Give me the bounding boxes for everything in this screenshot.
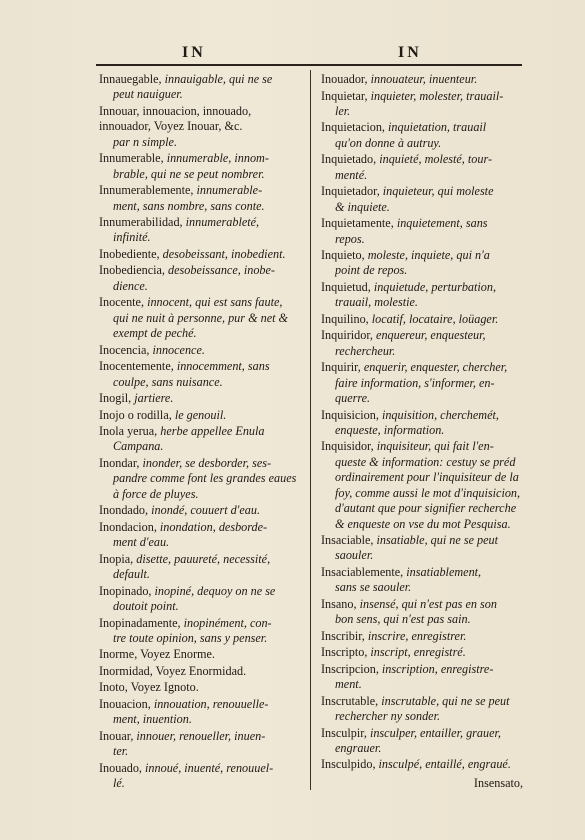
- entry-gloss: disette, pauureté, necessité,: [133, 551, 271, 566]
- dictionary-entry: [99, 104, 303, 150]
- entry-headword: Inquisicion,: [321, 407, 379, 422]
- entry-headword: Inobediencia,: [99, 263, 165, 278]
- dictionary-entry: [99, 183, 303, 214]
- entry-continuation: qu'on donne à autruy.: [335, 135, 442, 150]
- entry-headword: Inondar,: [99, 455, 140, 470]
- dictionary-entry: [321, 328, 527, 359]
- entry-headword: Inquietamente,: [321, 216, 394, 231]
- dictionary-entry: [99, 520, 303, 551]
- entry-gloss: insculpé, entaillé, engraué.: [375, 757, 511, 772]
- dictionary-entry: [99, 151, 303, 182]
- entry-gloss: innouer, renoueller, inuen-: [133, 728, 266, 743]
- entry-continuation: par n simple.: [113, 134, 177, 149]
- dictionary-entry: [99, 359, 303, 390]
- entry-headword: Innouar, innouacion, innouado, innouador, Voyez Inouar, &c.: [99, 103, 252, 134]
- entry-headword: Inouador,: [321, 72, 368, 86]
- entry-gloss: moleste, inquiete, qui n'a: [364, 248, 490, 263]
- entry-continuation: trauail, molestie.: [335, 295, 418, 310]
- entry-continuation: ment, sans nombre, sans conte.: [113, 198, 265, 213]
- entry-headword: Insculpir,: [321, 725, 367, 740]
- entry-gloss: inquisiteur, qui fait l'en-: [373, 439, 494, 454]
- entry-headword: Inquietar,: [321, 88, 368, 103]
- entry-headword: Inorme, Voyez Enorme.: [99, 647, 215, 662]
- column-divider: [310, 70, 311, 790]
- dictionary-entry: [99, 424, 303, 455]
- header-left: IN: [182, 44, 206, 61]
- entry-headword: Inocentemente,: [99, 359, 174, 374]
- entry-gloss: desobeissance, inobe-: [164, 263, 275, 278]
- entry-headword: Inouacion,: [99, 696, 151, 711]
- entry-gloss: enquereur, enquesteur,: [372, 328, 486, 343]
- dictionary-entry: [99, 247, 303, 262]
- dictionary-entry: [321, 280, 527, 311]
- dictionary-entry: [321, 629, 527, 644]
- entry-continuation: coulpe, sans nuisance.: [113, 374, 223, 389]
- entry-continuation: repos.: [335, 231, 365, 246]
- dictionary-entry: [321, 694, 527, 725]
- entry-headword: Inquietador,: [321, 184, 380, 199]
- dictionary-entry: [99, 761, 303, 792]
- entry-headword: Inondado,: [99, 503, 149, 518]
- entry-headword: Inscripcion,: [321, 661, 379, 676]
- entry-headword: Insaciable,: [321, 533, 374, 547]
- dictionary-entry: [99, 584, 303, 615]
- dictionary-entry: [99, 72, 303, 103]
- dictionary-entry: [321, 120, 527, 151]
- entry-gloss: insatiablement,: [403, 564, 482, 579]
- dictionary-entry: [99, 215, 303, 246]
- header-rule: [96, 64, 522, 66]
- dictionary-entry: [99, 729, 303, 760]
- entry-continuation: enqueste, information.: [335, 422, 445, 437]
- entry-continuation: menté.: [335, 167, 368, 182]
- entry-gloss: inopinément, con-: [180, 615, 272, 630]
- entry-continuation: bon sens, qui n'est pas sain.: [335, 612, 471, 627]
- dictionary-entry: [321, 72, 527, 87]
- entry-gloss: herbe appellee Enula: [157, 424, 265, 439]
- entry-headword: Inocente,: [99, 295, 145, 310]
- entry-gloss: innauigable, qui ne se: [161, 72, 273, 86]
- dictionary-entry: [99, 391, 303, 406]
- dictionary-entry: [99, 343, 303, 358]
- entry-gloss: inquisition, cherchemét,: [378, 407, 499, 422]
- entry-headword: Inquisidor,: [321, 439, 374, 454]
- entry-gloss: inopiné, dequoy on ne se: [151, 583, 276, 598]
- entry-gloss: enquerir, enquester, chercher,: [360, 360, 508, 375]
- entry-continuation: brable, qui ne se peut nombrer.: [113, 166, 265, 181]
- entry-gloss: inscript, enregistré.: [367, 645, 466, 660]
- entry-headword: Inopinadamente,: [99, 615, 181, 630]
- dictionary-entry: [321, 360, 527, 406]
- entry-continuation: Campana.: [113, 439, 164, 454]
- dictionary-entry: [321, 248, 527, 279]
- entry-gloss: inondé, couuert d'eau.: [148, 503, 261, 518]
- entry-headword: Insaciablemente,: [321, 564, 404, 579]
- entry-continuation: queste & information: cestuy se préd ordinairement pour l'inquisiteur de la foy, comme aussi le mot d'inquisicion, d'autant que pour signifier recherche & enqueste on vse du mot Pesquisa.: [335, 454, 521, 531]
- catchword: Insensato,: [473, 776, 523, 790]
- entry-gloss: desobeissant, inobedient.: [159, 246, 286, 261]
- entry-gloss: innumerable, innom-: [163, 151, 269, 166]
- entry-continuation: peut nauiguer.: [113, 87, 183, 102]
- header-right: IN: [398, 44, 422, 61]
- entry-continuation: rechercher ny sonder.: [335, 709, 441, 724]
- entry-headword: Inscribir,: [321, 628, 365, 643]
- entry-continuation: lé.: [113, 776, 125, 791]
- dictionary-entry: [99, 647, 303, 662]
- entry-headword: Insano,: [321, 596, 357, 611]
- entry-gloss: insatiable, qui ne se peut: [373, 533, 499, 547]
- dictionary-entry: [321, 726, 527, 757]
- dictionary-entry: [99, 295, 303, 341]
- entry-headword: Inquilino,: [321, 311, 369, 326]
- dictionary-entry: [321, 645, 527, 660]
- entry-continuation: dience.: [113, 278, 148, 293]
- entry-headword: Innumerable,: [99, 151, 164, 166]
- entry-headword: Inojo o rodilla,: [99, 407, 172, 422]
- running-header: [96, 44, 522, 64]
- dictionary-entry: [321, 312, 527, 327]
- entry-continuation: saouler.: [335, 548, 374, 563]
- entry-gloss: innoué, inuenté, renouuel-: [141, 760, 274, 775]
- entry-continuation: & inquiete.: [335, 199, 390, 214]
- entry-headword: Inopinado,: [99, 583, 152, 598]
- entry-gloss: inonder, se desborder, ses-: [139, 455, 272, 470]
- dictionary-entry: [321, 439, 527, 531]
- entry-headword: Inobediente,: [99, 246, 160, 261]
- entry-gloss: inscription, enregistre-: [378, 661, 494, 676]
- entry-headword: Inondacion,: [99, 519, 157, 534]
- entry-headword: Inquieto,: [321, 248, 365, 263]
- dictionary-entry: [99, 552, 303, 583]
- entry-continuation: rechercheur.: [335, 343, 396, 358]
- entry-continuation: sans se saouler.: [335, 580, 412, 595]
- entry-gloss: innocemment, sans: [173, 359, 270, 374]
- entry-continuation: ler.: [335, 103, 351, 118]
- entry-headword: Inquietud,: [321, 279, 371, 294]
- entry-headword: Inoto, Voyez Ignoto.: [99, 680, 199, 695]
- entry-gloss: insensé, qui n'est pas en son: [356, 596, 497, 611]
- dictionary-entry: [321, 597, 527, 628]
- dictionary-entry: [99, 664, 303, 679]
- entry-gloss: innocent, qui est sans faute,: [144, 295, 283, 310]
- dictionary-entry: [321, 662, 527, 693]
- entry-headword: Inopia,: [99, 551, 134, 566]
- entry-headword: Insculpido,: [321, 757, 376, 772]
- entry-gloss: inquieteur, qui moleste: [379, 184, 494, 199]
- dictionary-entry: [321, 408, 527, 439]
- dictionary-entry: [321, 184, 527, 215]
- entry-headword: Inouado,: [99, 760, 142, 775]
- right-column: [321, 72, 527, 774]
- entry-continuation: qui ne nuit à personne, pur & net & exempt de peché.: [113, 310, 289, 341]
- entry-gloss: inquietude, perturbation,: [370, 279, 497, 294]
- entry-gloss: inquietement, sans: [393, 216, 488, 231]
- entry-headword: Inormidad, Voyez Enormidad.: [99, 663, 247, 678]
- entry-gloss: innocence.: [149, 342, 205, 357]
- dictionary-entry: [99, 408, 303, 423]
- entry-continuation: point de repos.: [335, 263, 408, 278]
- entry-gloss: inondation, desborde-: [156, 519, 268, 534]
- entry-headword: Inscrutable,: [321, 693, 379, 708]
- entry-gloss: jartiere.: [131, 391, 174, 406]
- dictionary-entry: [321, 757, 527, 772]
- entry-continuation: faire information, s'informer, en-querre.: [335, 375, 495, 406]
- entry-headword: Inquiridor,: [321, 328, 373, 343]
- entry-headword: Inquietacion,: [321, 120, 385, 135]
- entry-continuation: infinité.: [113, 230, 151, 245]
- entry-continuation: ter.: [113, 744, 129, 759]
- entry-continuation: tre toute opinion, sans y penser.: [113, 630, 268, 645]
- entry-headword: Inscripto,: [321, 645, 368, 660]
- entry-gloss: inscrutable, qui ne se peut: [378, 693, 510, 708]
- entry-continuation: ment, inuention.: [113, 712, 192, 727]
- entry-headword: Innumerabilidad,: [99, 215, 183, 230]
- entry-gloss: inquietation, trauail: [384, 120, 487, 135]
- entry-headword: Inocencia,: [99, 342, 150, 357]
- entry-continuation: ment.: [335, 677, 362, 692]
- dictionary-entry: [321, 152, 527, 183]
- entry-continuation: ment d'eau.: [113, 535, 170, 550]
- left-column: [99, 72, 303, 793]
- entry-continuation: pandre comme font les grandes eaues à force de pluyes.: [113, 471, 297, 501]
- entry-gloss: innouation, renouuelle-: [150, 696, 269, 711]
- entry-headword: Inquietado,: [321, 152, 377, 167]
- entry-headword: Inquirir,: [321, 360, 361, 375]
- dictionary-entry: [99, 616, 303, 647]
- entry-gloss: innouateur, inuenteur.: [367, 72, 478, 86]
- entry-gloss: inscrire, enregistrer.: [364, 628, 467, 643]
- dictionary-entry: [99, 456, 303, 502]
- entry-headword: Innumerablemente,: [99, 183, 194, 198]
- dictionary-entry: [321, 89, 527, 120]
- entry-gloss: locatif, locataire, loüager.: [368, 311, 499, 326]
- entry-gloss: innumerable-: [193, 183, 263, 198]
- dictionary-entry: [321, 216, 527, 247]
- entry-headword: Inola yerua,: [99, 424, 158, 439]
- dictionary-entry: [321, 565, 527, 596]
- entry-continuation: default.: [113, 567, 150, 582]
- entry-gloss: inquieter, molester, trauail-: [367, 88, 504, 103]
- entry-gloss: inquieté, molesté, tour-: [376, 152, 493, 167]
- entry-continuation: engrauer.: [335, 740, 382, 755]
- entry-gloss: insculper, entailler, grauer,: [366, 725, 501, 740]
- dictionary-entry: [99, 697, 303, 728]
- dictionary-entry: [99, 680, 303, 695]
- entry-gloss: innumerableté,: [182, 215, 260, 230]
- entry-gloss: le genouil.: [171, 407, 227, 422]
- dictionary-entry: [99, 263, 303, 294]
- entry-headword: Inogil,: [99, 391, 132, 406]
- entry-continuation: doutoit point.: [113, 599, 179, 613]
- dictionary-entry: [321, 533, 527, 564]
- dictionary-entry: [99, 503, 303, 518]
- entry-headword: Inouar,: [99, 728, 134, 743]
- entry-headword: Innauegable,: [99, 72, 162, 86]
